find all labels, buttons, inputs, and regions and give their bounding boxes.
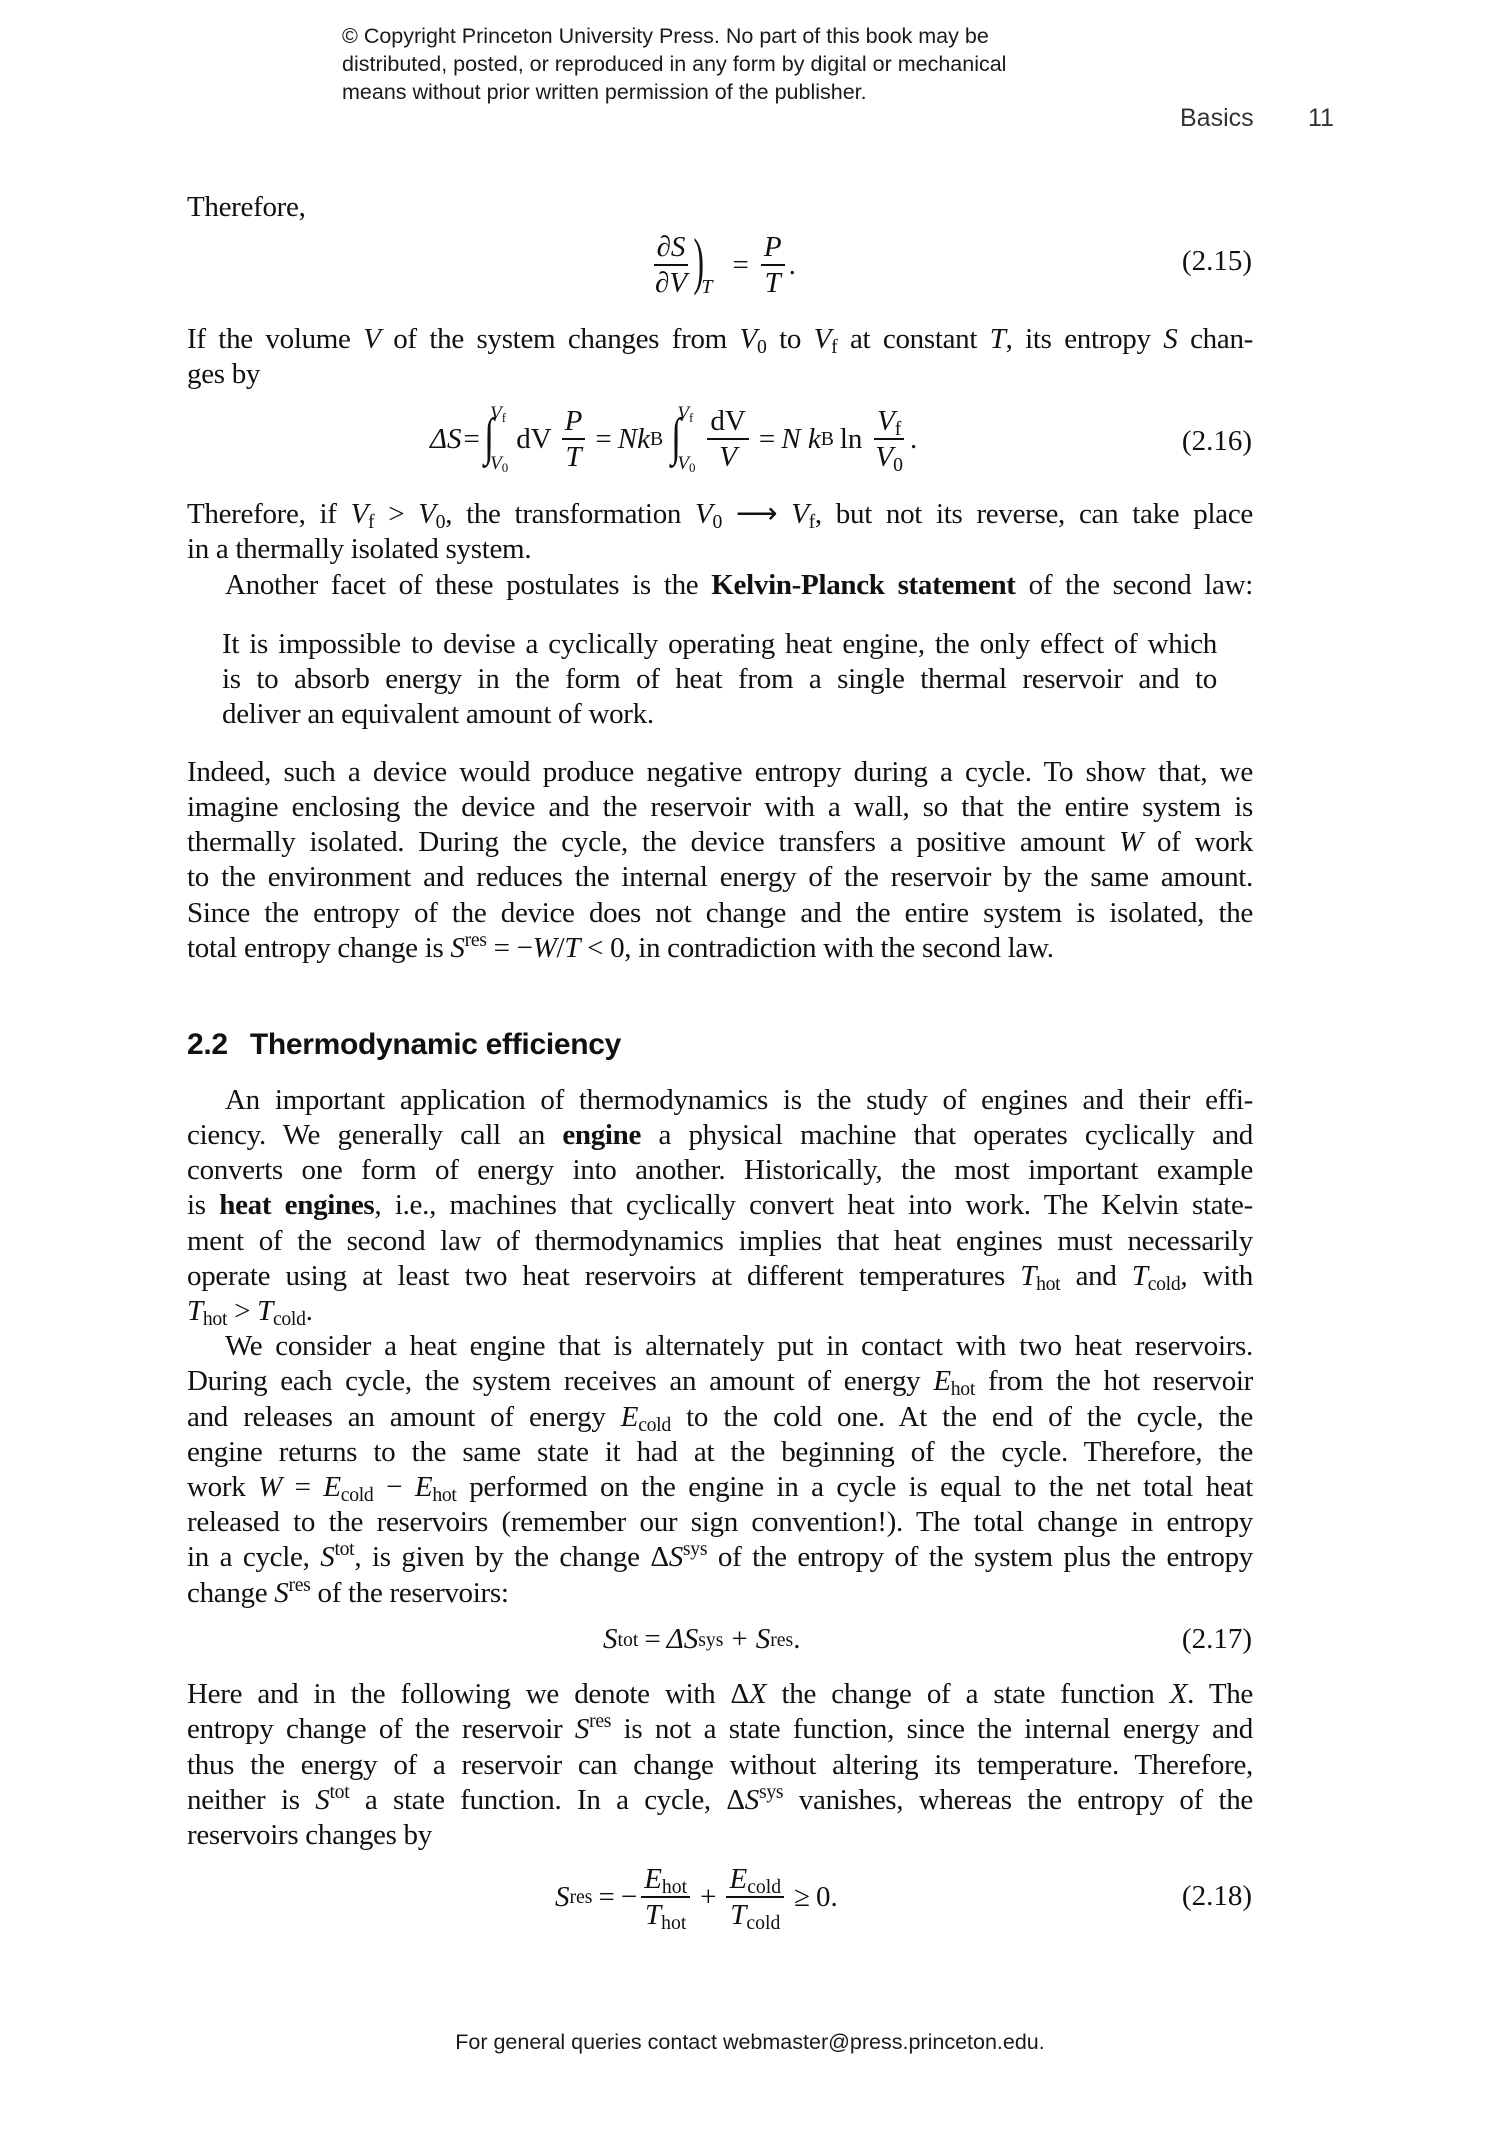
text-line: ges by bbox=[187, 358, 261, 390]
text-line: thus the energy of a reservoir can change without altering its temperature. Therefore, bbox=[187, 1749, 1253, 1781]
section-title: Thermodynamic efficiency bbox=[249, 1028, 622, 1061]
text-line: change $S^{res}$ of the reservoirs: bbox=[187, 1574, 509, 1609]
text-line: An important application of thermodynamics is the study of engines and their effi- bbox=[225, 1084, 1253, 1116]
equation-2-16: ΔS = ∫ $V_f$ $V_0$ dV $\frac{P}{T}$ = Nk B ∫ $V_f$ $V_0$ $\frac{dV}{V}$ = N k B ln $\frac{V_f}{V_0}$ . bbox=[430, 403, 918, 476]
equation-2-18: S res = − $\frac{E_{hot}}{T_{hot}}$ + $\frac{E_{cold}}{T_{cold}}$ ≥ 0. bbox=[555, 1863, 838, 1934]
right-paren: ) bbox=[693, 225, 705, 296]
text-line: ment of the second law of thermodynamics implies that heat engines must necessarily bbox=[187, 1225, 1253, 1257]
text-line: converts one form of energy into another. Historically, the most important example bbox=[187, 1154, 1253, 1186]
text-line: Here and in the following we denote with ΔX the change of a state function X. The bbox=[187, 1678, 1254, 1710]
text-line: work $W = E_{cold} - E_{hot}$ performed on the engine in a cycle is equal to the net total heat bbox=[187, 1471, 1253, 1506]
text-line: If the volume V of the system changes from $V_0$ to $V_f$ at constant T, its entropy S chan- bbox=[187, 323, 1253, 358]
text-line: It is impossible to devise a cyclically operating heat engine, the only effect of which bbox=[222, 628, 1217, 660]
text-line: Another facet of these postulates is the Kelvin-Planck statement of the second law: bbox=[225, 569, 1254, 601]
text-line: Therefore, if $V_f > V_0$, the transformation $V_0$ ⟶ $V_f$, but not its reverse, can take place bbox=[187, 498, 1253, 533]
text-line: in a thermally isolated system. bbox=[187, 533, 532, 565]
footer-contact: For general queries contact webmaster@press.princeton.edu. bbox=[455, 2030, 1045, 2054]
running-title: Basics bbox=[1180, 104, 1254, 132]
text-line: to the environment and reduces the internal energy of the reservoir by the same amount. bbox=[187, 861, 1253, 893]
text-line: deliver an equivalent amount of work. bbox=[222, 698, 654, 730]
text-line: $T_{hot} > T_{cold}$. bbox=[187, 1295, 313, 1330]
text-line: thermally isolated. During the cycle, the device transfers a positive amount W of work bbox=[187, 826, 1253, 858]
text-line: reservoirs changes by bbox=[187, 1819, 432, 1851]
text-line: imagine enclosing the device and the reservoir with a wall, so that the entire system is bbox=[187, 791, 1253, 823]
copyright-notice bbox=[342, 22, 1006, 106]
equation-number: (2.17) bbox=[1181, 1623, 1252, 1655]
copyright-line: distributed, posted, or reproduced in any form by digital or mechanical bbox=[342, 52, 1007, 76]
text-line: Since the entropy of the device does not change and the entire system is isolated, the bbox=[187, 897, 1253, 929]
text-line: in a cycle, $S^{tot}$, is given by the change $\Delta S^{sys}$ of the entropy of the system plus the entropy bbox=[187, 1538, 1253, 1573]
text-line: and releases an amount of energy $E_{cold}$ to the cold one. At the end of the cycle, the bbox=[187, 1401, 1254, 1436]
text-line: Indeed, such a device would produce negative entropy during a cycle. To show that, we bbox=[187, 756, 1253, 788]
fraction: $\frac{\partial S}{\partial V}$ bbox=[655, 231, 688, 299]
text-line: released to the reservoirs (remember our sign convention!). The total change in entropy bbox=[187, 1506, 1253, 1538]
equation-number: (2.16) bbox=[1181, 425, 1252, 457]
equation-2-17: S tot = ΔS sys + S res . bbox=[603, 1623, 801, 1655]
copyright-line: means without prior written permission of the publisher. bbox=[342, 80, 867, 104]
integral-sign: ∫ bbox=[484, 408, 495, 466]
equation-number: (2.18) bbox=[1181, 1880, 1252, 1912]
text-line: is heat engines, i.e., machines that cyclically convert heat into work. The Kelvin state- bbox=[187, 1189, 1253, 1221]
section-heading bbox=[187, 1028, 621, 1062]
page-number: 11 bbox=[1308, 104, 1334, 132]
copyright-line: © Copyright Princeton University Press. No part of this book may be bbox=[342, 24, 989, 48]
text-line: We consider a heat engine that is alternately put in contact with two heat reservoirs. bbox=[225, 1330, 1253, 1362]
section-number: 2.2 bbox=[187, 1028, 228, 1061]
text-line: During each cycle, the system receives an amount of energy $E_{hot}$ from the hot reservoir bbox=[187, 1365, 1254, 1400]
equation-2-15: $\frac{\partial S}{\partial V}$ ) T = $\frac{P}{T}$ . bbox=[648, 228, 796, 302]
equation-number: (2.15) bbox=[1181, 245, 1252, 277]
text-line: neither is $S^{tot}$ a state function. In a cycle, $\Delta S^{sys}$ vanishes, whereas the entropy of the bbox=[187, 1781, 1253, 1816]
text-line: operate using at least two heat reservoirs at different temperatures $T_{hot}$ and $T_{cold}$, with bbox=[187, 1260, 1253, 1295]
text-line: engine returns to the same state it had at the beginning of the cycle. Therefore, the bbox=[187, 1436, 1253, 1468]
text-line: is to absorb energy in the form of heat from a single thermal reservoir and to bbox=[222, 663, 1217, 695]
text-line: Therefore, bbox=[187, 191, 306, 223]
text-line: ciency. We generally call an engine a physical machine that operates cyclically and bbox=[187, 1119, 1253, 1151]
text-line: total entropy change is $S^{res} = -W/T < 0$, in contradiction with the second law. bbox=[187, 929, 1054, 964]
text-line: entropy change of the reservoir $S^{res}$ is not a state function, since the internal energy and bbox=[187, 1710, 1253, 1745]
